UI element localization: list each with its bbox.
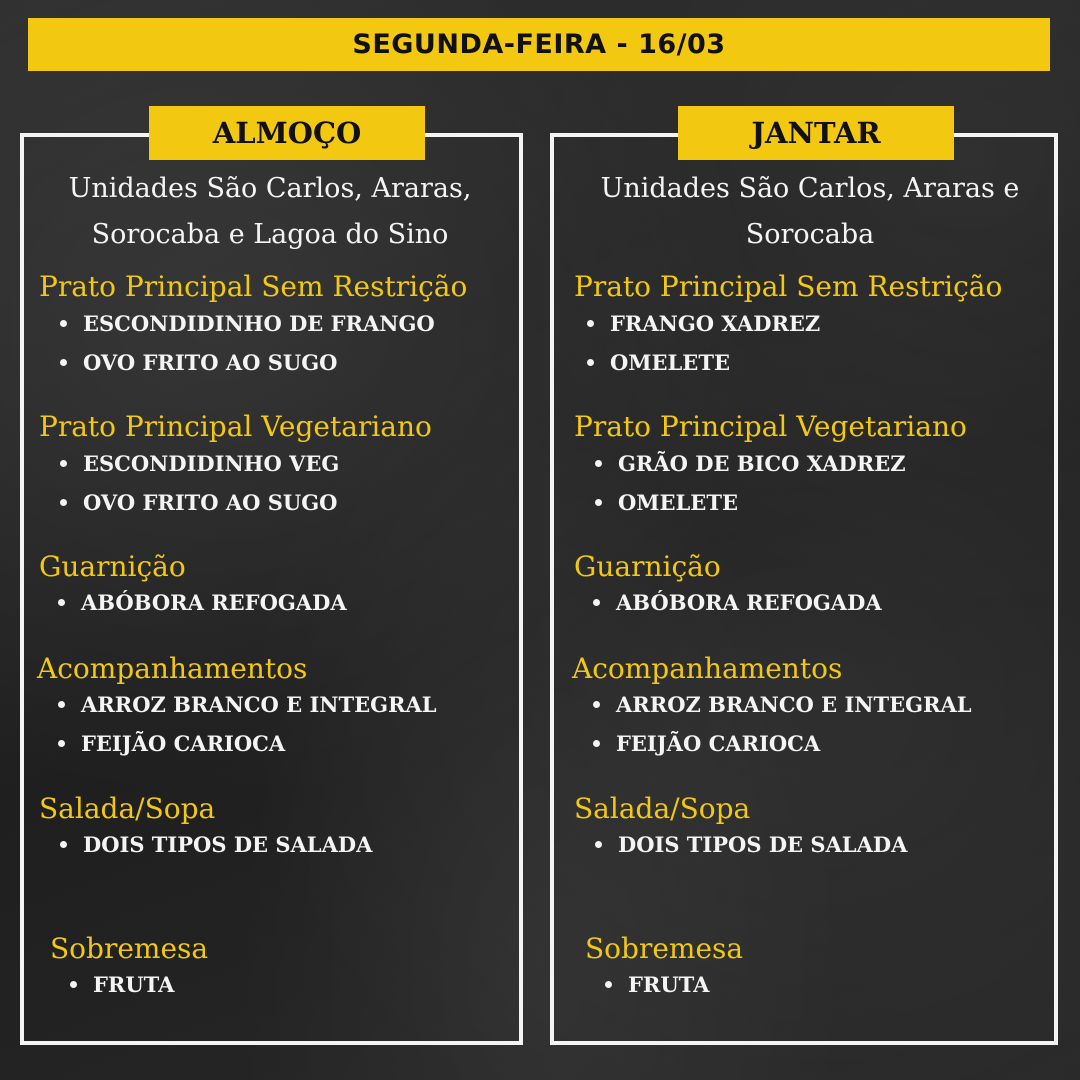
dinner-tag-label: JANTAR <box>751 116 881 150</box>
lunch-veg-item: OVO FRITO AO SUGO <box>60 490 337 515</box>
bullet-icon <box>595 460 602 467</box>
lunch-salad-title: Salada/Sopa <box>39 792 216 825</box>
bullet-icon <box>605 981 612 988</box>
dinner-main-item: FRANGO XADREZ <box>587 311 820 336</box>
lunch-dessert-item: FRUTA <box>70 972 174 997</box>
lunch-dessert-title: Sobremesa <box>50 932 209 965</box>
dinner-tag <box>678 106 954 160</box>
dinner-side-title: Guarnição <box>574 550 721 583</box>
lunch-acc-title: Acompanhamentos <box>37 652 308 685</box>
dinner-salad-title: Salada/Sopa <box>574 792 751 825</box>
day-date-banner <box>28 18 1050 71</box>
bullet-icon <box>58 701 65 708</box>
dinner-acc-item: FEIJÃO CARIOCA <box>593 731 820 756</box>
lunch-side-item: ABÓBORA REFOGADA <box>58 590 347 615</box>
bullet-icon <box>58 599 65 606</box>
lunch-units-line1: Unidades São Carlos, Araras, <box>68 173 472 204</box>
lunch-tag-label: ALMOÇO <box>212 116 362 150</box>
lunch-acc-item: ARROZ BRANCO E INTEGRAL <box>58 692 437 717</box>
lunch-units <box>20 166 520 258</box>
dinner-salad-item: DOIS TIPOS DE SALADA <box>595 832 907 857</box>
lunch-veg-item: ESCONDIDINHO VEG <box>60 451 339 476</box>
bullet-icon <box>60 499 67 506</box>
dinner-veg-title: Prato Principal Vegetariano <box>574 410 967 443</box>
dinner-veg-item: OMELETE <box>595 490 738 515</box>
lunch-side-title: Guarnição <box>39 550 186 583</box>
dinner-acc-title: Acompanhamentos <box>572 652 843 685</box>
dinner-main-item: OMELETE <box>587 350 730 375</box>
bullet-icon <box>593 599 600 606</box>
bullet-icon <box>70 981 77 988</box>
bullet-icon <box>60 320 67 327</box>
dinner-dessert-item: FRUTA <box>605 972 709 997</box>
lunch-acc-item: FEIJÃO CARIOCA <box>58 731 285 756</box>
dinner-acc-item: ARROZ BRANCO E INTEGRAL <box>593 692 972 717</box>
bullet-icon <box>595 841 602 848</box>
lunch-units-line2: Sorocaba e Lagoa do Sino <box>91 219 449 250</box>
dinner-side-item: ABÓBORA REFOGADA <box>593 590 882 615</box>
dinner-main-title: Prato Principal Sem Restrição <box>574 270 1003 303</box>
lunch-main-item: ESCONDIDINHO DE FRANGO <box>60 311 435 336</box>
bullet-icon <box>58 740 65 747</box>
dinner-units <box>560 166 1060 258</box>
bullet-icon <box>593 740 600 747</box>
bullet-icon <box>593 701 600 708</box>
dinner-units-line2: Sorocaba <box>745 219 875 250</box>
dinner-veg-item: GRÃO DE BICO XADREZ <box>595 451 906 476</box>
bullet-icon <box>587 320 594 327</box>
bullet-icon <box>60 460 67 467</box>
bullet-icon <box>60 841 67 848</box>
bullet-icon <box>587 359 594 366</box>
bullet-icon <box>595 499 602 506</box>
dinner-dessert-title: Sobremesa <box>585 932 744 965</box>
lunch-salad-item: DOIS TIPOS DE SALADA <box>60 832 372 857</box>
bullet-icon <box>60 359 67 366</box>
dinner-units-line1: Unidades São Carlos, Araras e <box>600 173 1020 204</box>
lunch-tag <box>149 106 425 160</box>
lunch-veg-title: Prato Principal Vegetariano <box>39 410 432 443</box>
lunch-main-title: Prato Principal Sem Restrição <box>39 270 468 303</box>
day-date-title: SEGUNDA-FEIRA - 16/03 <box>352 29 726 60</box>
lunch-main-item: OVO FRITO AO SUGO <box>60 350 337 375</box>
